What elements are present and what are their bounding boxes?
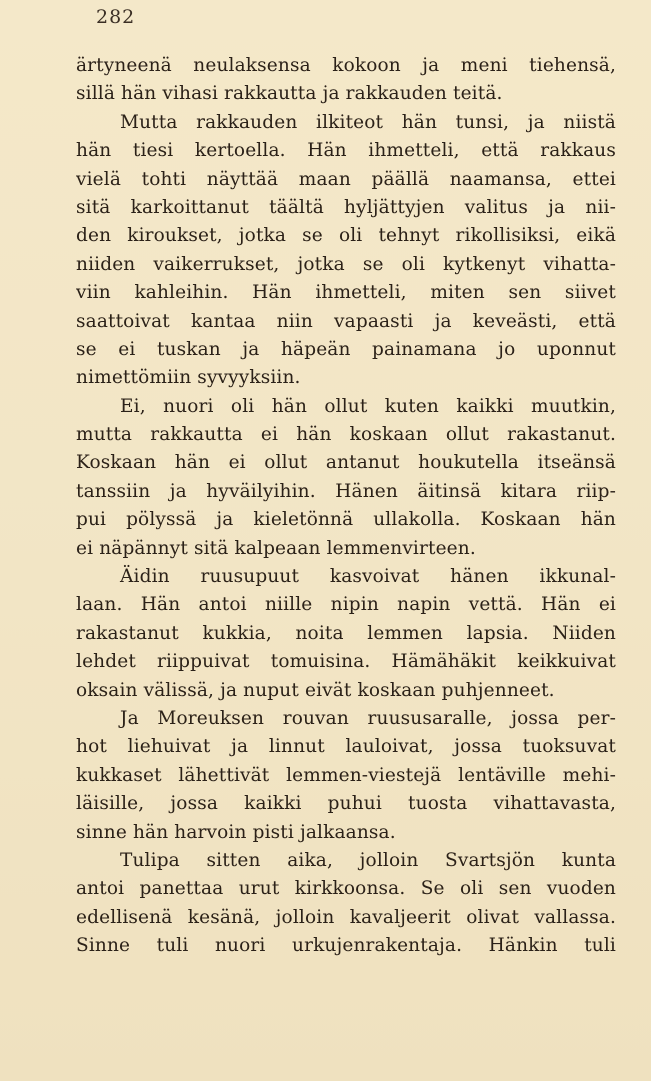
text-line: läisille, jossa kaikki puhui tuosta vihattavasta, [76,793,616,815]
text-line: lehdet riippuivat tomuisina. Hämähäkit keikkuivat [76,651,616,673]
text-line: ei näpännyt sitä kalpeaan lemmenvirteen. [76,537,476,559]
text-line: kukkaset lähettivät lemmen-viestejä lentäville mehi- [76,764,616,786]
text-line: Sinne tuli nuori urkujenrakentaja. Hänkin tuli [76,935,616,957]
text-line: pui pölyssä ja kieletönnä ullakolla. Koskaan hän [76,509,616,531]
text-line: viin kahleihin. Hän ihmetteli, miten sen siivet [76,282,616,304]
text-line: sitä karkoittanut täältä hyljättyjen valitus ja nii- [76,196,616,218]
text-line: hän tiesi kertoella. Hän ihmetteli, että rakkaus [76,140,616,162]
text-line: antoi panettaa urut kirkkoonsa. Se oli sen vuoden [76,878,616,900]
text-line: vielä tohti näyttää maan päällä naamansa, ettei [76,168,616,190]
text-line: Koskaan hän ei ollut antanut houkutella itseänsä [76,452,616,474]
text-line: oksain välissä, ja nuput eivät koskaan puhjenneet. [76,679,555,701]
text-line: sinne hän harvoin pisti jalkaansa. [76,821,396,843]
text-line: laan. Hän antoi niille nipin napin vettä. Hän ei [76,594,616,616]
text-line: hot liehuivat ja linnut lauloivat, jossa tuoksuvat [76,736,616,758]
text-line: ärtyneenä neulaksensa kokoon ja meni tiehensä, [76,55,616,76]
text-line: niiden vaikerrukset, jotka se oli kytkenyt vihatta- [76,253,616,275]
text-line: saattoivat kantaa niin vapaasti ja keveästi, että [76,310,616,332]
text-line: rakastanut kukkia, noita lemmen lapsia. Niiden [76,622,616,644]
text-line: Tulipa sitten aika, jolloin Svartsjön kunta [120,849,616,871]
text-line: edellisenä kesänä, jolloin kavaljeerit olivat vallassa. [76,906,616,928]
text-line: den kiroukset, jotka se oli tehnyt rikollisiksi, eikä [76,225,616,247]
text-line: Ja Moreuksen rouvan ruususaralle, jossa per- [120,707,616,729]
text-line: mutta rakkautta ei hän koskaan ollut rakastanut. [76,424,616,446]
text-line: tanssiin ja hyväilyihin. Hänen äitinsä kitara riip- [76,480,616,502]
body-text [76,52,616,961]
text-line: Äidin ruusupuut kasvoivat hänen ikkunal- [120,566,616,588]
text-line: sillä hän vihasi rakkautta ja rakkauden teitä. [76,83,503,105]
text-line: Mutta rakkauden ilkiteot hän tunsi, ja niistä [120,111,616,133]
text-line: se ei tuskan ja häpeän painamana jo uponnut [76,338,616,360]
text-line: nimettömiin syvyyksiin. [76,367,301,389]
page-number: 282 [96,6,136,28]
text-line: Ei, nuori oli hän ollut kuten kaikki muutkin, [120,395,616,417]
